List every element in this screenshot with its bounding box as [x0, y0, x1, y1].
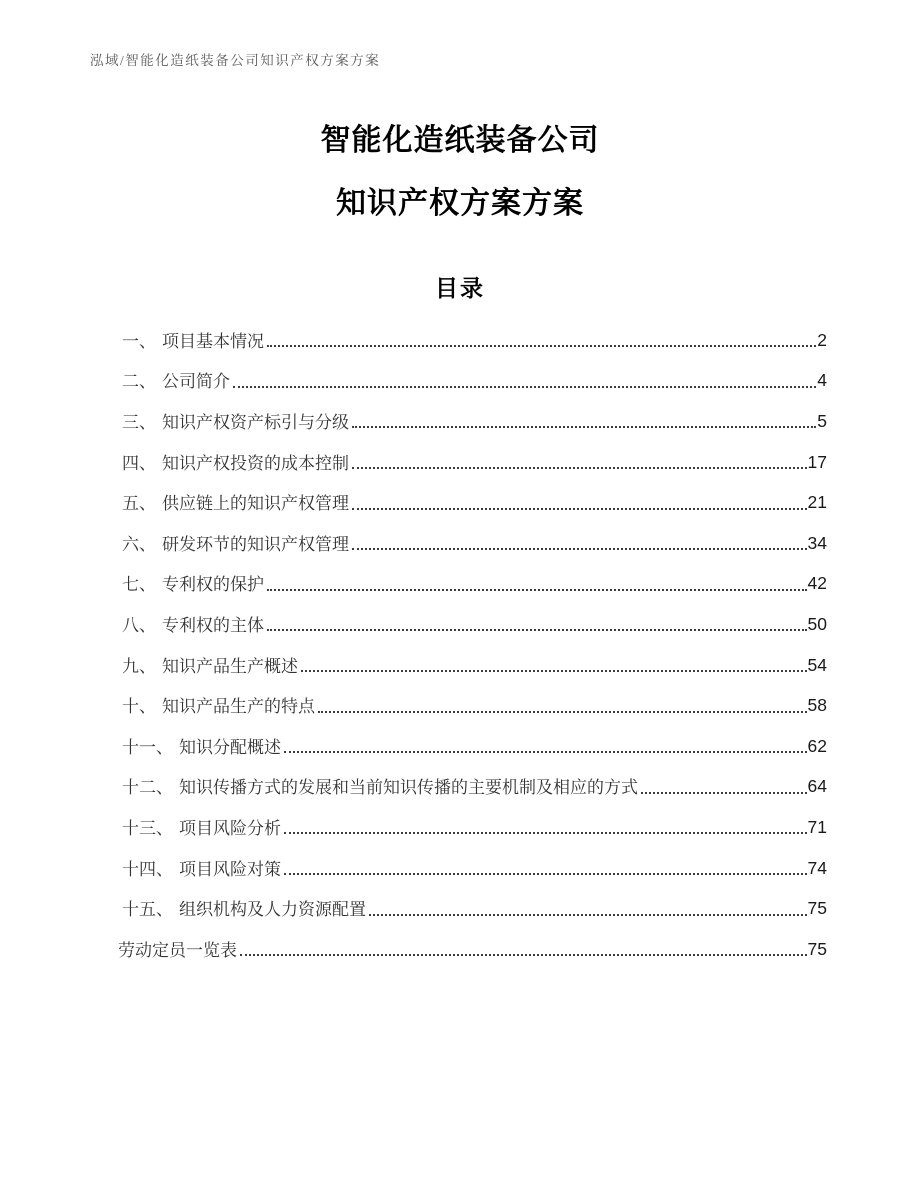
toc-entry-number: 六、 — [122, 534, 156, 554]
toc-entry[interactable] — [100, 887, 827, 928]
toc-dotted-leader — [284, 873, 807, 875]
toc-entry-number: 十、 — [122, 697, 156, 717]
toc-entry-number: 九、 — [122, 656, 156, 676]
toc-entry-number: 四、 — [122, 453, 156, 473]
toc-entry-title[interactable]: 劳动定员一览表 — [118, 940, 237, 960]
toc-entry-title[interactable]: 组织机构及人力资源配置 — [179, 900, 366, 920]
toc-dotted-leader — [284, 751, 807, 753]
toc-entry-number: 十三、 — [122, 818, 173, 838]
toc-entry[interactable] — [100, 522, 827, 563]
toc-entry-title[interactable]: 项目风险对策 — [179, 859, 281, 879]
toc-entry[interactable] — [100, 400, 827, 441]
toc-entry[interactable] — [100, 319, 827, 360]
toc-entry-number: 三、 — [122, 412, 156, 432]
toc-dotted-leader — [267, 345, 816, 347]
toc-entry-page-number[interactable]: 5 — [817, 410, 827, 431]
toc-dotted-leader — [352, 508, 807, 510]
toc-dotted-leader — [641, 792, 807, 794]
toc-entry-title[interactable]: 专利权的保护 — [162, 575, 264, 595]
toc-entry-page-number[interactable]: 58 — [807, 695, 827, 716]
toc-entry-number: 十五、 — [122, 900, 173, 920]
toc-entry-number: 七、 — [122, 575, 156, 595]
toc-entry-title[interactable]: 知识传播方式的发展和当前知识传播的主要机制及相应的方式 — [179, 778, 638, 798]
toc-entry-page-number[interactable]: 50 — [807, 613, 827, 634]
toc-entry-title[interactable]: 项目风险分析 — [179, 818, 281, 838]
toc-entry-page-number[interactable]: 71 — [807, 816, 827, 837]
toc-dotted-leader — [352, 426, 816, 428]
toc-entry[interactable] — [100, 766, 827, 807]
toc-entry-number: 八、 — [122, 615, 156, 635]
toc-entry-page-number[interactable]: 75 — [807, 898, 827, 919]
toc-dotted-leader — [284, 832, 807, 834]
toc-dotted-leader — [233, 386, 816, 388]
toc-entry-page-number[interactable]: 42 — [807, 573, 827, 594]
toc-entry-page-number[interactable]: 34 — [807, 532, 827, 553]
toc-entry[interactable] — [100, 481, 827, 522]
toc-dotted-leader — [318, 711, 807, 713]
toc-entry-number: 十一、 — [122, 737, 173, 757]
document-title-line2: 知识产权方案方案 — [336, 187, 584, 220]
toc-entry-number: 二、 — [122, 372, 156, 392]
toc-entry-number: 十四、 — [122, 859, 173, 879]
toc-entry[interactable] — [100, 360, 827, 401]
toc-entry-title[interactable]: 知识产权投资的成本控制 — [162, 453, 349, 473]
toc-entry-title[interactable]: 专利权的主体 — [162, 615, 264, 635]
toc-entry[interactable] — [100, 644, 827, 685]
toc-entry-title[interactable]: 供应链上的知识产权管理 — [162, 494, 349, 514]
toc-entry-number: 五、 — [122, 494, 156, 514]
toc-entry-title[interactable]: 知识产品生产的特点 — [162, 697, 315, 717]
toc-entry-page-number[interactable]: 2 — [817, 329, 827, 350]
toc-entry-title[interactable]: 项目基本情况 — [162, 331, 264, 351]
toc-entry-number: 一、 — [122, 331, 156, 351]
toc-entry[interactable] — [100, 603, 827, 644]
toc-entry-title[interactable]: 知识产品生产概述 — [162, 656, 298, 676]
toc-entry-page-number[interactable]: 54 — [807, 654, 827, 675]
toc-entry-title[interactable]: 研发环节的知识产权管理 — [162, 534, 349, 554]
toc-entry-title[interactable]: 知识分配概述 — [179, 737, 281, 757]
toc-heading: 目录 — [435, 275, 485, 301]
toc-dotted-leader — [240, 954, 807, 956]
toc-dotted-leader — [352, 548, 807, 550]
toc-entry-page-number[interactable]: 74 — [807, 857, 827, 878]
toc-dotted-leader — [369, 914, 807, 916]
document-header: 泓域/智能化造纸装备公司知识产权方案方案 — [90, 53, 381, 68]
toc-list — [100, 319, 827, 969]
toc-entry[interactable] — [100, 806, 827, 847]
toc-entry-page-number[interactable]: 21 — [807, 492, 827, 513]
toc-entry-page-number[interactable]: 4 — [817, 370, 827, 391]
toc-entry-page-number[interactable]: 17 — [807, 451, 827, 472]
toc-dotted-leader — [352, 467, 807, 469]
toc-entry[interactable] — [100, 441, 827, 482]
toc-entry[interactable] — [100, 847, 827, 888]
toc-entry[interactable] — [100, 928, 827, 969]
toc-dotted-leader — [301, 670, 807, 672]
toc-entry-page-number[interactable]: 64 — [807, 776, 827, 797]
toc-entry[interactable] — [100, 684, 827, 725]
toc-entry[interactable] — [100, 563, 827, 604]
document-title-line1: 智能化造纸装备公司 — [320, 124, 600, 157]
toc-dotted-leader — [267, 589, 807, 591]
toc-entry[interactable] — [100, 725, 827, 766]
toc-dotted-leader — [267, 629, 807, 631]
toc-entry-number: 十二、 — [122, 778, 173, 798]
toc-entry-title[interactable]: 公司简介 — [162, 372, 230, 392]
toc-entry-title[interactable]: 知识产权资产标引与分级 — [162, 412, 349, 432]
toc-entry-page-number[interactable]: 75 — [807, 938, 827, 959]
toc-entry-page-number[interactable]: 62 — [807, 735, 827, 756]
